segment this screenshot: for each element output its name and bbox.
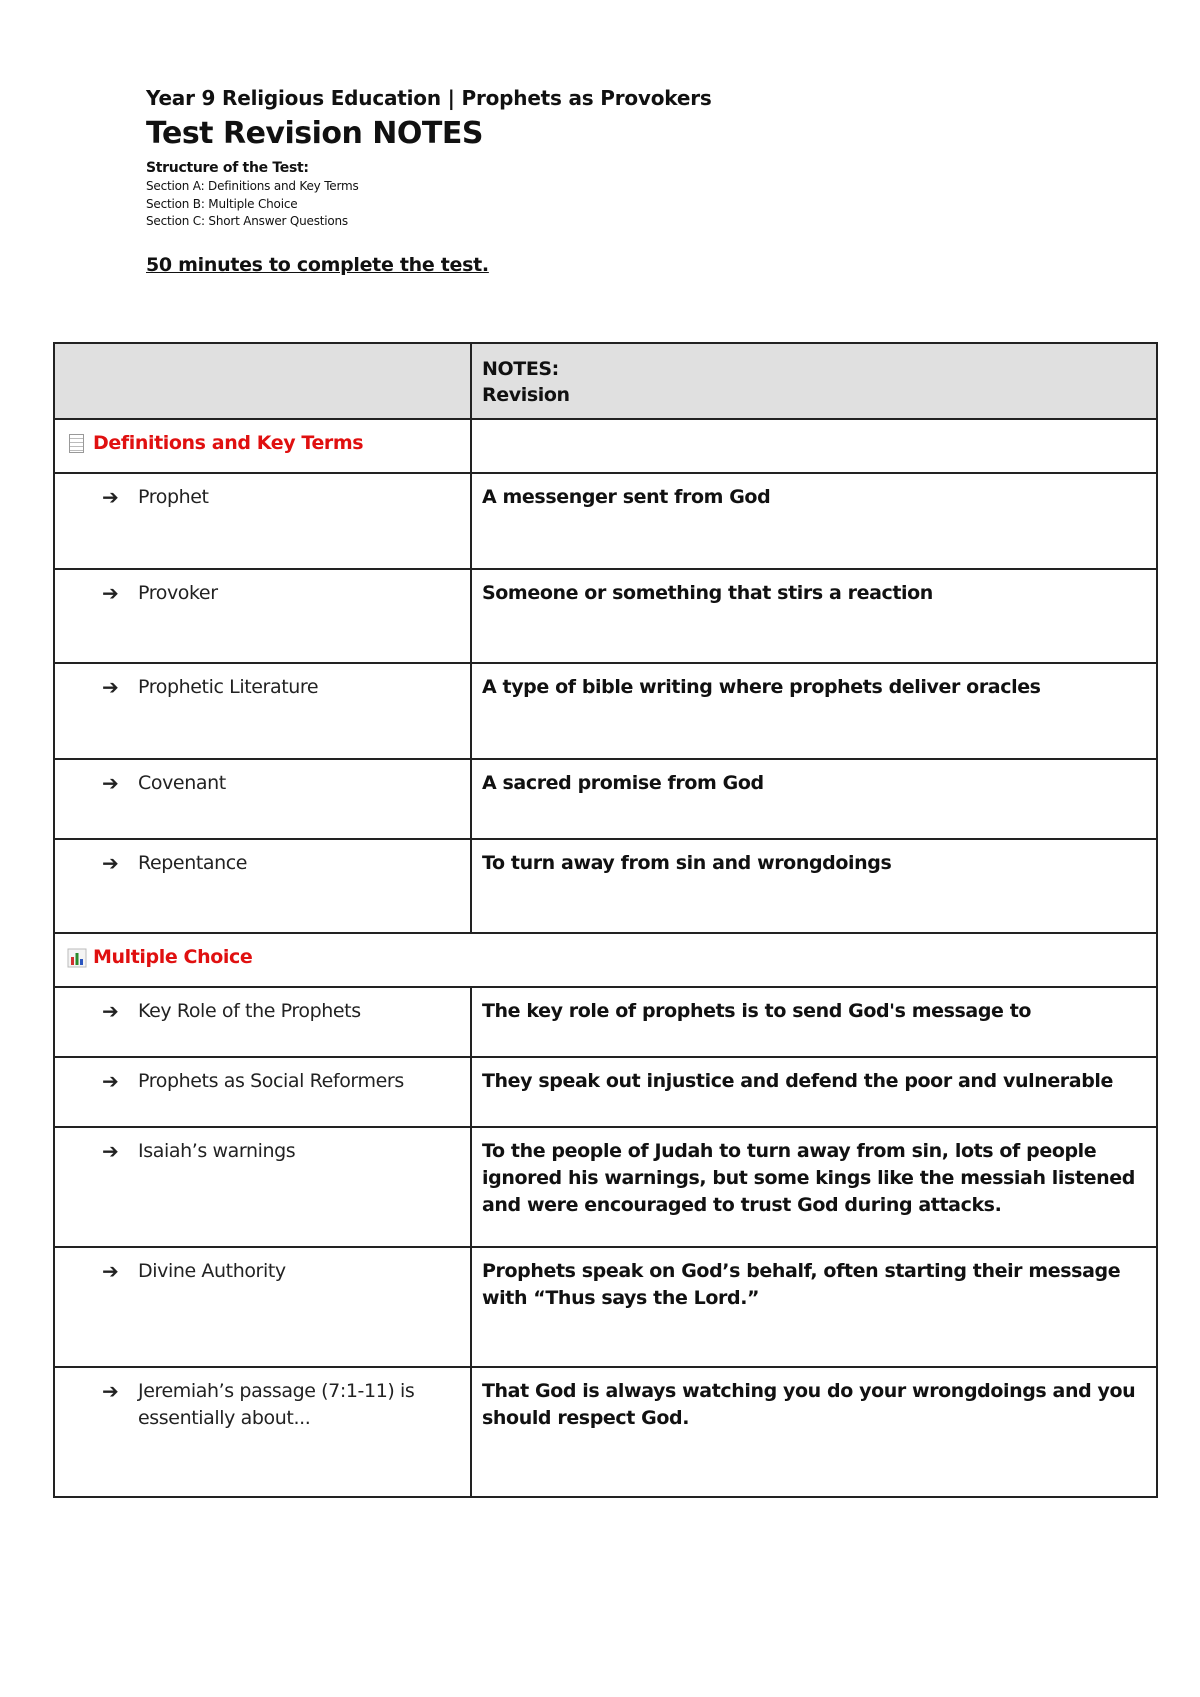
structure-section-c: Section C: Short Answer Questions bbox=[146, 214, 348, 228]
document-header bbox=[146, 84, 1046, 278]
definition-text: Someone or something that stirs a reaction bbox=[482, 582, 933, 604]
header-cell-empty bbox=[54, 343, 471, 419]
term-text: Provoker bbox=[138, 582, 218, 604]
table-row bbox=[54, 759, 1157, 839]
term-cell bbox=[54, 839, 471, 933]
arrow-icon: ➔ bbox=[102, 1259, 119, 1283]
definition-text: That God is always watching you do your wrongdoings and you should respect God. bbox=[482, 1380, 1136, 1429]
definition-cell bbox=[471, 987, 1157, 1057]
structure-heading: Structure of the Test: bbox=[146, 160, 309, 176]
arrow-icon: ➔ bbox=[102, 999, 119, 1023]
term-text: Covenant bbox=[138, 772, 226, 794]
term-text: Jeremiah’s passage (7:1-11) is essentially about... bbox=[138, 1380, 415, 1429]
term-text: Divine Authority bbox=[138, 1260, 286, 1282]
section-cell-empty bbox=[471, 419, 1157, 473]
term-text: Repentance bbox=[138, 852, 248, 874]
table-row bbox=[54, 1127, 1157, 1247]
term-cell bbox=[54, 569, 471, 663]
term-cell bbox=[54, 1367, 471, 1497]
arrow-icon: ➔ bbox=[102, 581, 119, 605]
term-cell bbox=[54, 1057, 471, 1127]
subject-line: Year 9 Religious Education | Prophets as Provokers bbox=[146, 86, 712, 110]
arrow-icon: ➔ bbox=[102, 1379, 119, 1403]
arrow-icon: ➔ bbox=[102, 851, 119, 875]
definition-cell bbox=[471, 1367, 1157, 1497]
term-cell bbox=[54, 759, 471, 839]
arrow-icon: ➔ bbox=[102, 1139, 119, 1163]
term-text: Prophet bbox=[138, 486, 209, 508]
term-cell bbox=[54, 987, 471, 1057]
table-row bbox=[54, 473, 1157, 569]
table-row bbox=[54, 1247, 1157, 1367]
definition-text: To turn away from sin and wrongdoings bbox=[482, 852, 892, 874]
arrow-icon: ➔ bbox=[102, 675, 119, 699]
structure-section-b: Section B: Multiple Choice bbox=[146, 196, 298, 211]
section-label-definitions: Definitions and Key Terms bbox=[93, 432, 364, 454]
section-cell-multiple-choice bbox=[54, 933, 1157, 987]
definition-text: A sacred promise from God bbox=[482, 772, 764, 794]
definition-text: The key role of prophets is to send God's message to bbox=[482, 1000, 1032, 1022]
term-text: Prophets as Social Reformers bbox=[138, 1070, 404, 1092]
definition-cell bbox=[471, 759, 1157, 839]
header-cell-notes bbox=[471, 343, 1157, 419]
term-cell bbox=[54, 1127, 471, 1247]
definition-cell bbox=[471, 473, 1157, 569]
definition-text: A type of bible writing where prophets deliver oracles bbox=[482, 676, 1041, 698]
test-duration: 50 minutes to complete the test. bbox=[146, 253, 489, 276]
term-cell bbox=[54, 663, 471, 759]
definition-text: They speak out injustice and defend the poor and vulnerable bbox=[482, 1070, 1114, 1092]
header-revision-label: Revision bbox=[482, 384, 570, 406]
definition-cell bbox=[471, 1127, 1157, 1247]
arrow-icon: ➔ bbox=[102, 485, 119, 509]
table-row bbox=[54, 1057, 1157, 1127]
table-row bbox=[54, 1367, 1157, 1497]
arrow-icon: ➔ bbox=[102, 1069, 119, 1093]
definition-text: Prophets speak on God’s behalf, often starting their message with “Thus says the Lord.” bbox=[482, 1260, 1121, 1309]
structure-section-a: Section A: Definitions and Key Terms bbox=[146, 179, 359, 193]
definition-cell bbox=[471, 1247, 1157, 1367]
bar-chart-icon bbox=[67, 948, 87, 968]
table-row bbox=[54, 987, 1157, 1057]
term-text: Isaiah’s warnings bbox=[138, 1140, 296, 1162]
table-row bbox=[54, 663, 1157, 759]
document-icon bbox=[67, 434, 87, 454]
section-row-definitions bbox=[54, 419, 1157, 473]
definition-cell bbox=[471, 663, 1157, 759]
term-text: Key Role of the Prophets bbox=[138, 1000, 361, 1022]
definition-cell bbox=[471, 569, 1157, 663]
header-notes-label: NOTES: bbox=[482, 358, 559, 380]
definition-text: To the people of Judah to turn away from sin, lots of people ignored his warnings, but some kings like the messiah listened and were encouraged to trust God during attacks. bbox=[482, 1140, 1135, 1216]
table-header-row bbox=[54, 343, 1157, 419]
definition-cell bbox=[471, 1057, 1157, 1127]
term-cell bbox=[54, 473, 471, 569]
section-cell-definitions bbox=[54, 419, 471, 473]
table-row bbox=[54, 569, 1157, 663]
arrow-icon: ➔ bbox=[102, 771, 119, 795]
term-cell bbox=[54, 1247, 471, 1367]
page-title: Test Revision NOTES bbox=[146, 116, 483, 151]
definition-text: A messenger sent from God bbox=[482, 486, 771, 508]
revision-notes-table bbox=[53, 342, 1158, 1498]
table-row bbox=[54, 839, 1157, 933]
section-label-multiple-choice: Multiple Choice bbox=[93, 946, 253, 968]
definition-cell bbox=[471, 839, 1157, 933]
term-text: Prophetic Literature bbox=[138, 676, 319, 698]
section-row-multiple-choice bbox=[54, 933, 1157, 987]
